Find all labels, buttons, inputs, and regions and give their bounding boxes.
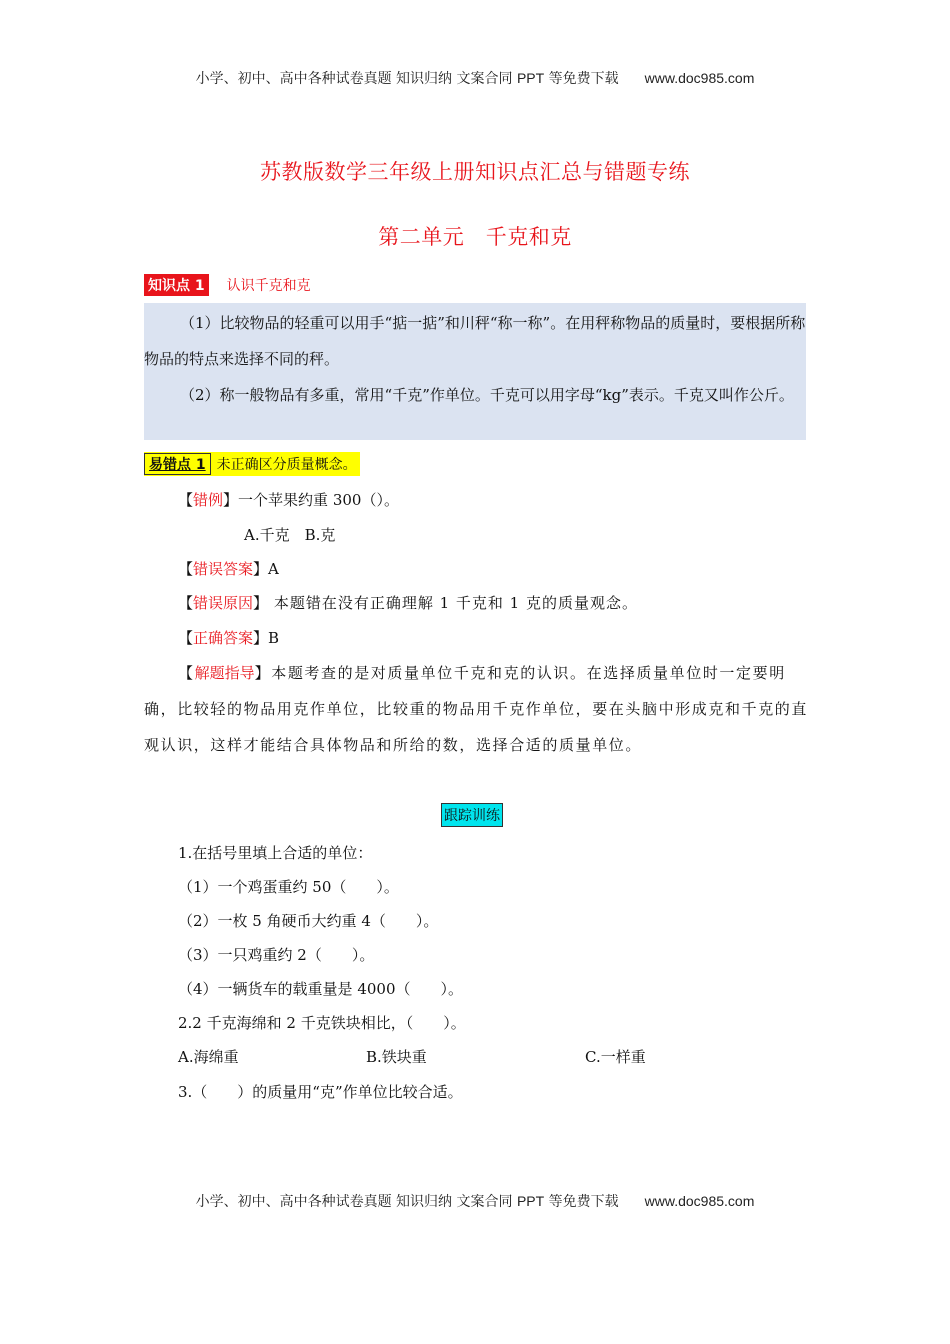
solution-guide-text: 本题考查的是对质量单位千克和克的认识。在选择质量单位时一定要明确，比较轻的物品用克作单位，比较重的物品用千克作单位，要在头脑中形成克和千克的直观认识，这样才能结合具体物品和所给的数，选择合适的质量单位。: [144, 664, 809, 754]
header-text: 小学、初中、高中各种试卷真题 知识归纳 文案合同: [195, 71, 517, 87]
error-point-heading: [144, 452, 360, 476]
error-example-label: 错例: [193, 491, 224, 509]
footer-ppt: PPT: [516, 1193, 545, 1209]
document-title: 苏教版数学三年级上册知识点汇总与错题专练: [260, 160, 690, 184]
solution-guide-label: 解题指导: [194, 664, 255, 682]
footer-text: 小学、初中、高中各种试卷真题 知识归纳 文案合同: [195, 1194, 517, 1210]
correct-answer-label: 正确答案: [193, 629, 254, 647]
unit-title: 第二单元 千克和克: [378, 225, 572, 249]
header-url[interactable]: www.doc985.com: [644, 70, 755, 86]
error-point-badge: 易错点 1: [144, 453, 211, 475]
solution-guide: 【解题指导】本题考查的是对质量单位千克和克的认识。在选择质量单位时一定要明确，比较轻的物品用克作单位，比较重的物品用千克作单位，要在头脑中形成克和千克的直观认识，这样才能结合具体物品和所给的数，选择合适的质量单位。: [144, 664, 809, 754]
question-2: 2.2 千克海绵和 2 千克铁块相比，（ ）。: [178, 1014, 466, 1032]
error-options: A.千克 B.克: [244, 526, 336, 544]
error-reason-label: 错误原因: [193, 594, 254, 612]
practice-heading: 跟踪训练: [441, 803, 503, 827]
header-ppt: PPT: [516, 70, 545, 86]
page-header: [0, 68, 950, 88]
question-1-item-2: （2）一枚 5 角硬币大约重 4（ ）。: [178, 912, 439, 930]
wrong-answer: 【错误答案】A: [178, 560, 279, 578]
footer-url[interactable]: www.doc985.com: [644, 1193, 755, 1209]
question-1-item-1: （1）一个鸡蛋重约 50（ ）。: [178, 878, 399, 896]
question-1-item-3: （3）一只鸡重约 2（ ）。: [178, 946, 375, 964]
question-2-option-c: C.一样重: [585, 1048, 646, 1066]
wrong-answer-value: A: [268, 560, 279, 578]
knowledge-point-title: 认识千克和克: [226, 278, 311, 294]
error-reason-text: 本题错在没有正确理解 1 千克和 1 克的质量观念。: [268, 594, 638, 612]
question-3: 3.（ ）的质量用“克”作单位比较合适。: [178, 1083, 463, 1101]
question-1: 1.在括号里填上合适的单位：: [178, 844, 373, 862]
correct-answer: 【正确答案】B: [178, 629, 280, 647]
wrong-answer-label: 错误答案: [193, 560, 254, 578]
header-text2: 等免费下载: [544, 71, 619, 87]
error-example-text: 一个苹果约重 300（）。: [238, 491, 399, 509]
error-reason: 【错误原因】 本题错在没有正确理解 1 千克和 1 克的质量观念。: [178, 594, 638, 612]
correct-answer-value: B: [268, 629, 280, 647]
footer-text2: 等免费下载: [544, 1194, 619, 1210]
question-2-option-b: B.铁块重: [366, 1048, 427, 1066]
knowledge-point-badge: 知识点 1: [144, 274, 209, 296]
error-example: 【错例】一个苹果约重 300（）。: [178, 491, 399, 509]
question-1-item-4: （4）一辆货车的载重量是 4000（ ）。: [178, 980, 463, 998]
knowledge-point-heading: [144, 274, 311, 296]
question-2-option-a: A.海绵重: [178, 1048, 239, 1066]
error-point-title: 未正确区分质量概念。: [216, 457, 357, 473]
page-footer: [0, 1191, 950, 1211]
knowledge-paragraph-1: （1）比较物品的轻重可以用手“掂一掂”和川秤“称一称”。在用秤称物品的质量时，要根据所称物品的特点来选择不同的秤。: [144, 314, 806, 368]
knowledge-paragraph-2: （2）称一般物品有多重，常用“千克”作单位。千克可以用字母“kg”表示。千克又叫作公斤。: [180, 386, 794, 404]
